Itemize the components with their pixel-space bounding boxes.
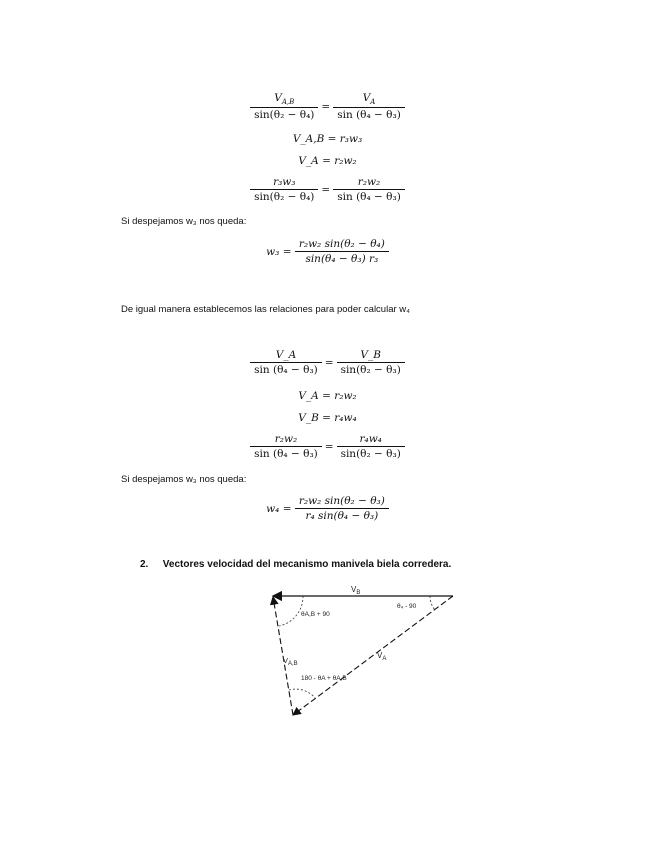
text-despejamos-2: Si despejamos w₃ nos queda:	[121, 474, 247, 485]
equation-g2-5: w₄ = $\frac{\text{r₂w₂ sin(θ₂ − θ₃)}}{\text{r₄ sin(θ₄ − θ₃)}}$	[0, 495, 655, 522]
text-despejamos-1: Si despejamos w₃ nos queda:	[121, 216, 247, 227]
equation-g1-1: $\frac{V_{A,B}}{\text{sin(θ₂ − θ₄)}}$ = $\frac{V_A}{\text{sin (θ₄ − θ₃)}}$	[0, 92, 655, 121]
section-title: Vectores velocidad del mecanismo manivela biela corredera.	[162, 559, 452, 570]
angle-arc-bottom	[289, 689, 315, 698]
equation-g1-2: V_A,B = r₃w₃	[292, 133, 363, 145]
label-vb: $V_B$	[351, 585, 361, 596]
equation-g2-2: V_A = r₂w₂	[298, 390, 357, 402]
velocity-vector-diagram	[255, 578, 465, 724]
angle-arc-right	[430, 596, 435, 610]
label-angle-right: θ₄ - 90	[397, 603, 417, 610]
equation-g1-3: V_A = r₂w₂	[298, 155, 357, 167]
label-vab: $V_{A,B}$	[283, 656, 298, 667]
label-angle-left: θA,B + 90	[301, 611, 330, 618]
section-number: 2.	[140, 559, 149, 570]
label-va: $V_A$	[377, 651, 387, 662]
equation-g1-4: $\frac{\text{r₃w₃}}{\text{sin(θ₂ − θ₄)}}$ = $\frac{\text{r₂w₂}}{\text{sin (θ₄ − θ₃)}}$	[0, 176, 655, 203]
section-heading	[140, 559, 451, 570]
equation-g1-5: w₃ = $\frac{\text{r₂w₂ sin(θ₂ − θ₄)}}{\text{sin(θ₄ − θ₃) r₃}}$	[0, 238, 655, 265]
label-angle-bottom: 180 - θA + θA,B	[301, 675, 347, 682]
equation-g2-1: $\frac{V\_A}{\text{sin (θ₄ − θ₃)}}$ = $\frac{V\_B}{\text{sin(θ₂ − θ₃)}}$	[0, 349, 655, 376]
equation-g2-4: $\frac{\text{r₂w₂}}{\text{sin (θ₄ − θ₃)}}$ = $\frac{\text{r₄w₄}}{\text{sin(θ₂ − θ₃)}}$	[0, 433, 655, 460]
angle-arc-left	[279, 596, 303, 626]
equation-g2-3: V_B = r₄w₄	[298, 412, 357, 424]
paragraph-relaciones: De igual manera establecemos las relaciones para poder calcular w₄	[121, 304, 411, 315]
